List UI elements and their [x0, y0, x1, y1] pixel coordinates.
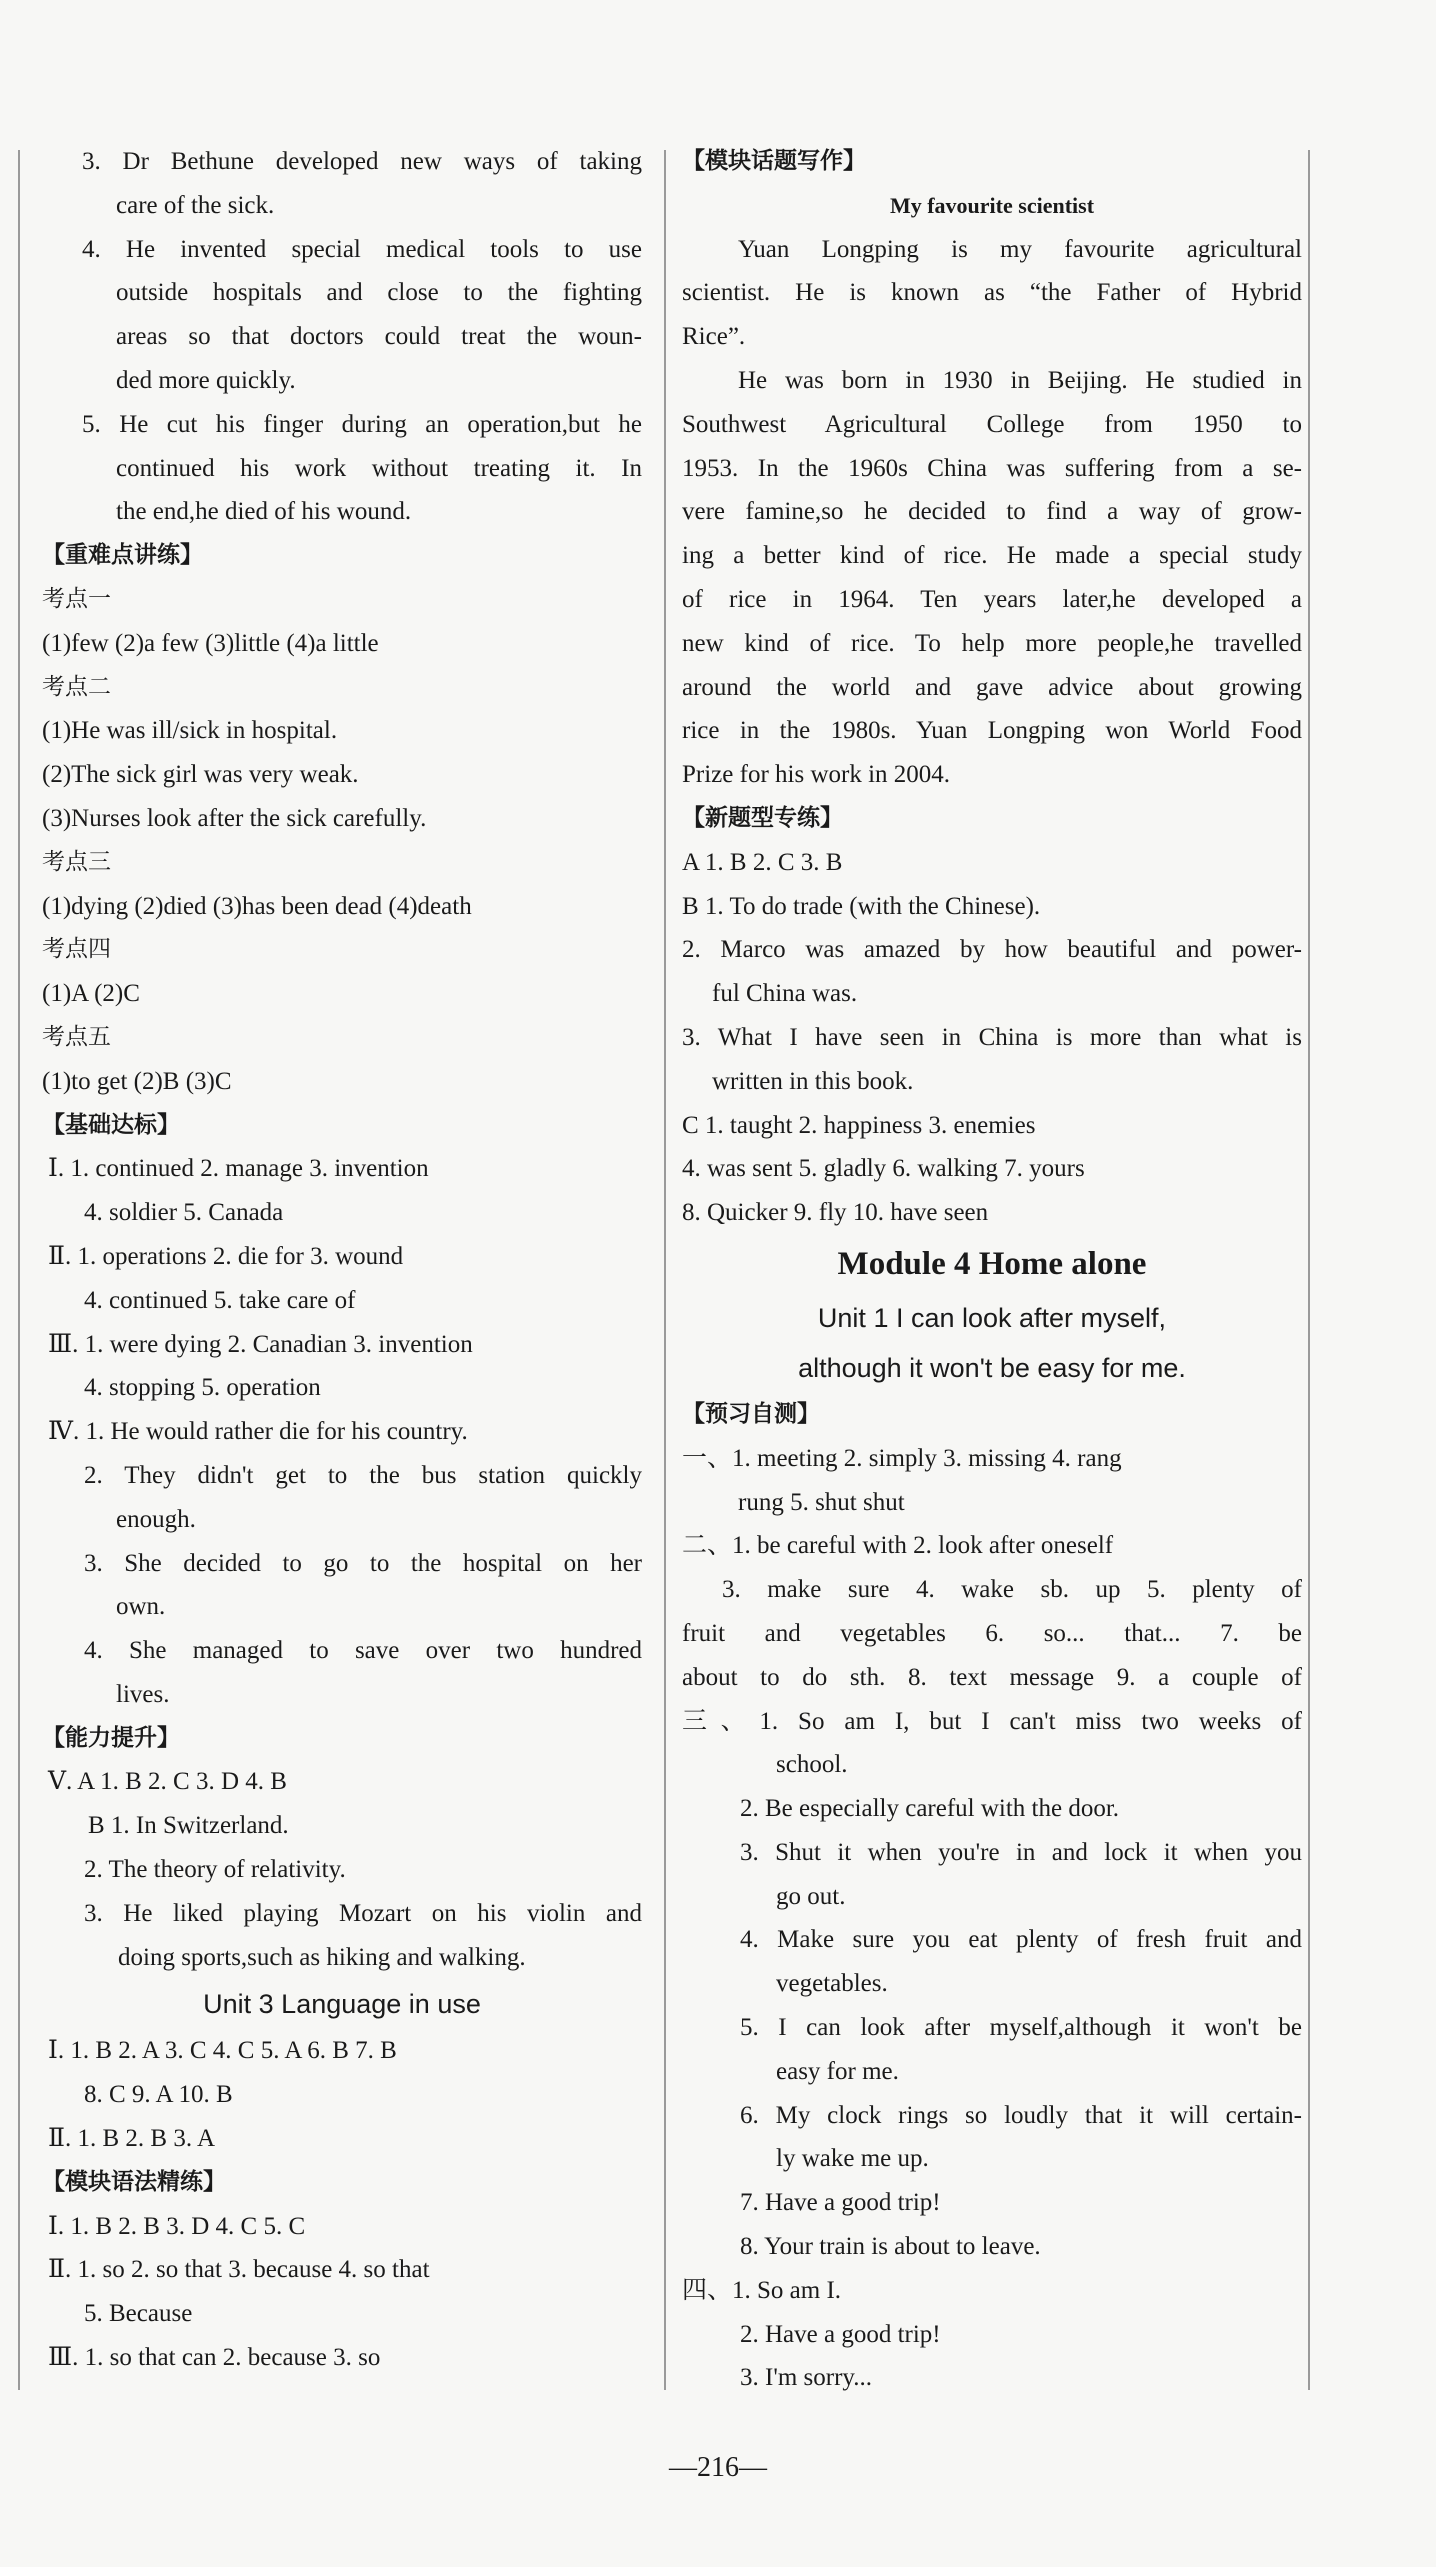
left-column-line: Ⅴ. A 1. B 2. C 3. D 4. B: [48, 1768, 287, 1796]
left-column-line: ded more quickly.: [116, 366, 296, 394]
left-column-line: (1)dying (2)died (3)has been dead (4)death: [42, 892, 472, 920]
left-column-line: 4. He invented special medical tools to use: [82, 235, 642, 263]
left-column-line: 4. soldier 5. Canada: [84, 1199, 284, 1227]
right-margin-rule: [1308, 150, 1310, 2390]
left-column-line: Ⅰ. 1. B 2. B 3. D 4. C 5. C: [48, 2212, 306, 2240]
right-column-line: of rice in 1964. Ten years later,he developed a: [682, 585, 1302, 613]
left-column-line: Ⅰ. 1. continued 2. manage 3. invention: [48, 1155, 429, 1183]
left-column-line: Ⅱ. 1. so 2. so that 3. because 4. so that: [48, 2256, 430, 2284]
right-column-line: ing a better kind of rice. He made a special study: [682, 542, 1302, 570]
right-column-line: My favourite scientist: [889, 192, 1095, 218]
left-column-line: (3)Nurses look after the sick carefully.: [42, 804, 427, 832]
left-column-line: (1)A (2)C: [42, 980, 140, 1008]
left-column-line: 2. They didn't get to the bus station quickly: [84, 1461, 642, 1489]
right-column-line: 6. My clock rings so loudly that it will certain-: [740, 2101, 1302, 2129]
left-column-line: 考点一: [42, 585, 111, 612]
left-column-line: doing sports,such as hiking and walking.: [118, 1943, 526, 1971]
left-column-line: Ⅲ. 1. so that can 2. because 3. so: [48, 2344, 381, 2372]
column-divider: [664, 150, 666, 2390]
right-column-line: 【预习自测】: [682, 1400, 820, 1427]
left-column-line: care of the sick.: [116, 191, 275, 219]
right-column-line: Module 4 Home alone: [837, 1245, 1147, 1282]
right-column-line: Yuan Longping is my favourite agricultural: [738, 235, 1302, 263]
left-column: [42, 140, 642, 2380]
left-column-line: enough.: [116, 1505, 196, 1533]
right-column-line: 8. Quicker 9. fly 10. have seen: [682, 1199, 989, 1227]
right-column-line: although it won't be easy for me.: [798, 1352, 1186, 1383]
right-column-line: Southwest Agricultural College from 1950 to: [682, 410, 1302, 438]
left-column-line: B 1. In Switzerland.: [88, 1812, 289, 1840]
left-column-line: 考点三: [42, 848, 111, 875]
right-column-line: go out.: [776, 1882, 846, 1910]
right-column-line: 二、1. be careful with 2. look after oneself: [682, 1532, 1114, 1560]
right-column: [682, 140, 1302, 2400]
right-column-line: around the world and gave advice about growing: [682, 673, 1302, 701]
right-column-line: B 1. To do trade (with the Chinese).: [682, 892, 1041, 920]
right-column-line: A 1. B 2. C 3. B: [682, 848, 843, 876]
right-column-line: 一、1. meeting 2. simply 3. missing 4. rang: [682, 1444, 1122, 1472]
right-column-line: 1953. In the 1960s China was suffering from a se-: [682, 454, 1302, 482]
right-column-line: 3. What I have seen in China is more than what is: [682, 1023, 1302, 1051]
right-column-line: school.: [776, 1751, 848, 1779]
right-column-line: ful China was.: [712, 980, 858, 1008]
right-column-line: 7. Have a good trip!: [740, 2189, 941, 2217]
right-column-line: 5. I can look after myself,although it won't be: [740, 2014, 1302, 2042]
right-column-line: 三、1. So am I, but I can't miss two weeks of: [682, 1707, 1302, 1735]
left-column-line: 考点二: [42, 673, 111, 700]
right-column-line: easy for me.: [776, 2057, 899, 2085]
page-number: —216—: [669, 2452, 767, 2483]
left-column-line: 考点五: [42, 1023, 111, 1050]
left-column-line: 【重难点讲练】: [42, 542, 203, 569]
right-column-line: 3. make sure 4. wake sb. up 5. plenty of: [722, 1576, 1302, 1604]
right-column-line: He was born in 1930 in Beijing. He studied in: [738, 366, 1302, 394]
right-column-line: Prize for his work in 2004.: [682, 761, 951, 789]
right-column-line: new kind of rice. To help more people,he travelled: [682, 629, 1302, 657]
left-column-line: Unit 3 Language in use: [203, 1989, 481, 2020]
left-column-line: 3. Dr Bethune developed new ways of taking: [82, 148, 642, 175]
right-column-line: about to do sth. 8. text message 9. a couple of: [682, 1663, 1302, 1691]
left-column-line: 【模块语法精练】: [42, 2168, 226, 2195]
right-column-line: C 1. taught 2. happiness 3. enemies: [682, 1111, 1036, 1139]
left-column-line: Ⅳ. 1. He would rather die for his country.: [48, 1418, 468, 1446]
right-column-line: written in this book.: [712, 1067, 914, 1095]
left-column-line: 【能力提升】: [42, 1724, 180, 1751]
right-column-line: 【新题型专练】: [682, 804, 843, 831]
left-column-line: Ⅲ. 1. were dying 2. Canadian 3. invention: [48, 1330, 473, 1358]
right-column-line: 4. was sent 5. gladly 6. walking 7. yours: [682, 1155, 1085, 1183]
left-column-line: (1)to get (2)B (3)C: [42, 1067, 232, 1095]
left-column-line: outside hospitals and close to the fighting: [116, 279, 642, 307]
left-column-line: 3. He liked playing Mozart on his violin and: [84, 1899, 642, 1927]
left-column-line: Ⅱ. 1. operations 2. die for 3. wound: [48, 1242, 404, 1270]
right-column-line: vere famine,so he decided to find a way of grow-: [682, 498, 1302, 526]
right-column-line: 【模块话题写作】: [682, 148, 866, 174]
left-column-line: 2. The theory of relativity.: [84, 1856, 346, 1884]
left-column-line: Ⅱ. 1. B 2. B 3. A: [48, 2125, 216, 2153]
left-column-line: 8. C 9. A 10. B: [84, 2081, 233, 2109]
left-column-line: 【基础达标】: [42, 1111, 180, 1138]
right-column-line: 3. Shut it when you're in and lock it when you: [740, 1838, 1302, 1866]
right-column-line: Unit 1 I can look after myself,: [817, 1302, 1167, 1333]
left-column-line: 4. continued 5. take care of: [84, 1286, 356, 1314]
left-column-line: Ⅰ. 1. B 2. A 3. C 4. C 5. A 6. B 7. B: [48, 2037, 397, 2065]
left-column-line: 5. Because: [84, 2300, 193, 2328]
left-column-line: the end,he died of his wound.: [116, 498, 412, 526]
right-column-line: 8. Your train is about to leave.: [740, 2233, 1041, 2261]
left-column-line: continued his work without treating it. In: [116, 454, 642, 482]
right-column-line: 2. Marco was amazed by how beautiful and power-: [682, 936, 1302, 964]
left-column-line: (2)The sick girl was very weak.: [42, 761, 359, 789]
left-column-line: (1)few (2)a few (3)little (4)a little: [42, 629, 379, 657]
left-column-line: 4. stopping 5. operation: [84, 1374, 321, 1402]
right-column-line: 四、1. So am I.: [682, 2276, 842, 2304]
right-column-line: 2. Be especially careful with the door.: [740, 1795, 1120, 1823]
right-column-line: 2. Have a good trip!: [740, 2320, 941, 2348]
left-margin-rule: [18, 150, 20, 2390]
left-column-line: 5. He cut his finger during an operation,but he: [82, 410, 642, 438]
right-column-line: fruit and vegetables 6. so... that... 7. be: [682, 1619, 1302, 1647]
left-column-line: 4. She managed to save over two hundred: [84, 1637, 642, 1665]
left-column-line: (1)He was ill/sick in hospital.: [42, 717, 338, 745]
right-column-line: scientist. He is known as “the Father of Hybrid: [682, 279, 1302, 307]
left-column-line: 考点四: [42, 936, 111, 963]
left-column-line: 3. She decided to go to the hospital on her: [84, 1549, 642, 1577]
left-column-line: lives.: [116, 1680, 170, 1708]
right-column-line: rung 5. shut shut: [738, 1488, 905, 1516]
right-column-line: vegetables.: [776, 1970, 888, 1998]
right-column-line: 3. I'm sorry...: [740, 2364, 873, 2392]
right-column-line: ly wake me up.: [776, 2145, 929, 2173]
left-column-line: own.: [116, 1593, 166, 1621]
right-column-line: rice in the 1980s. Yuan Longping won World Food: [682, 717, 1302, 745]
right-column-line: 4. Make sure you eat plenty of fresh fruit and: [740, 1926, 1302, 1954]
right-column-line: Rice”.: [682, 323, 746, 351]
left-column-line: areas so that doctors could treat the woun-: [116, 323, 642, 351]
